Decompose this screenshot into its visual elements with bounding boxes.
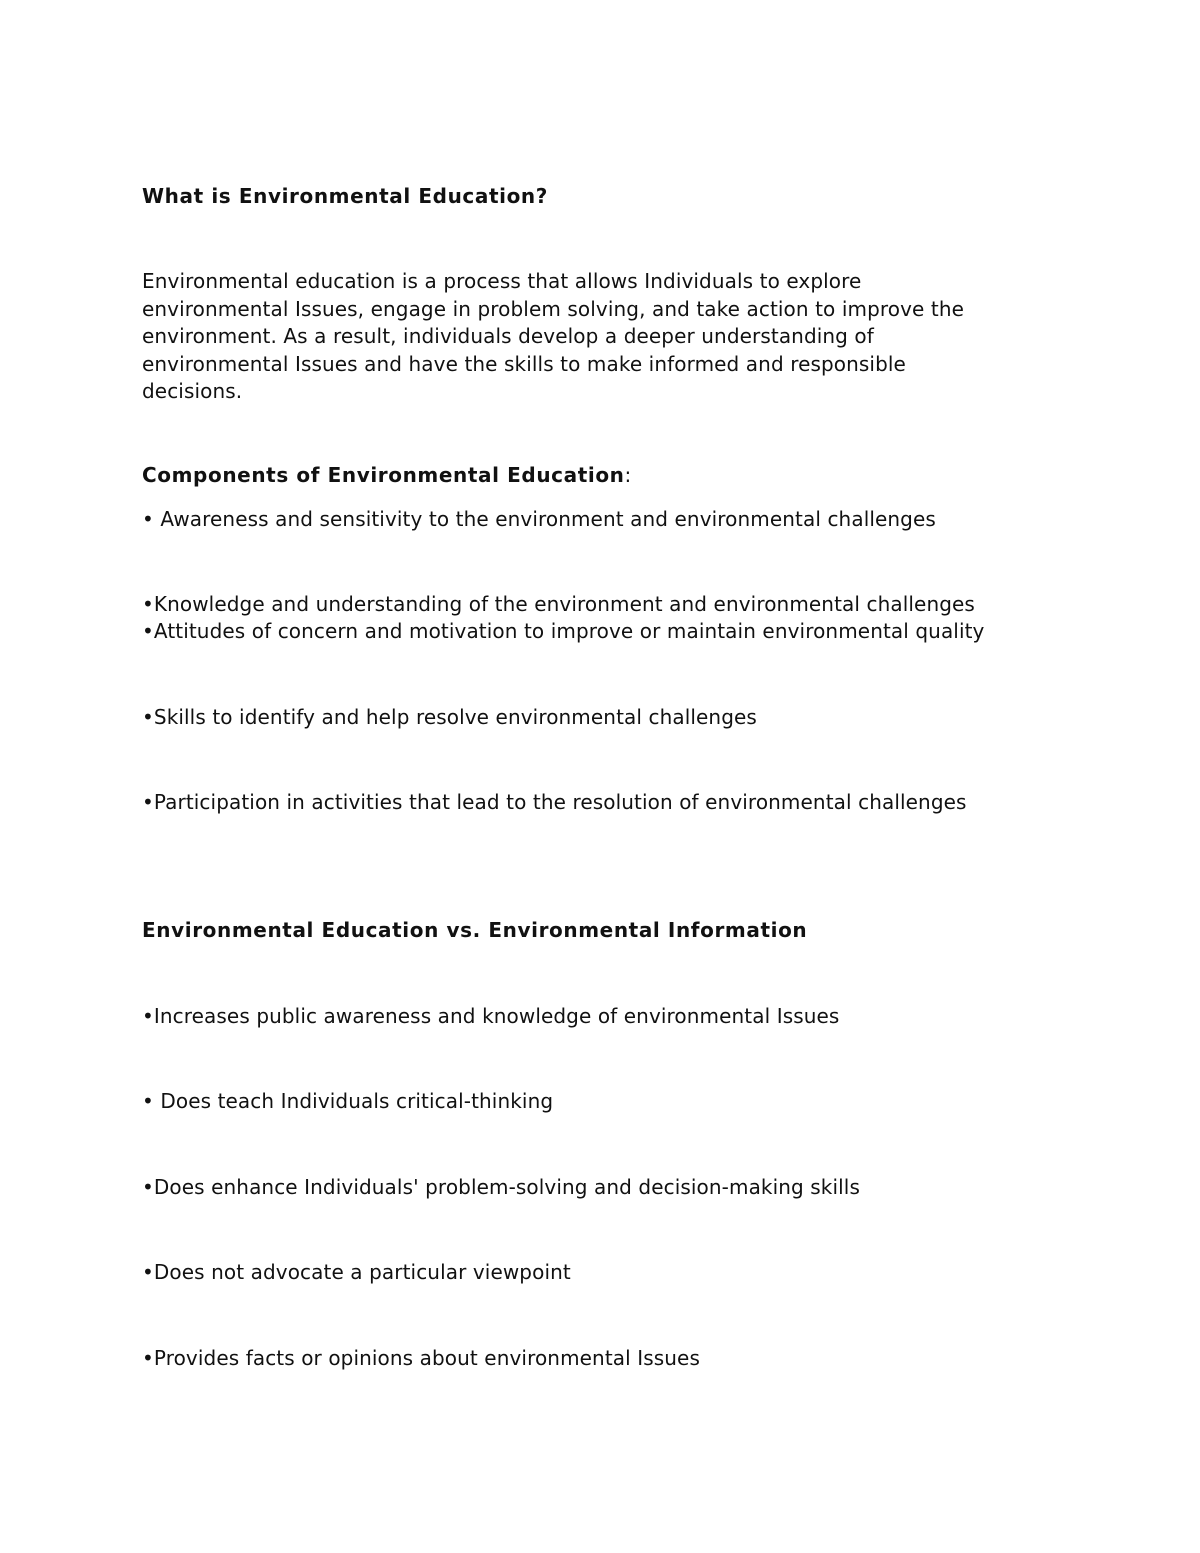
- comparison-item: •Does enhance Individuals' problem-solving and decision-making skills: [142, 1175, 860, 1199]
- component-item: •Knowledge and understanding of the environment and environmental challenges: [142, 592, 975, 616]
- components-heading-text: Components of Environmental Education: [142, 463, 625, 487]
- component-item: •Participation in activities that lead to the resolution of environmental challenges: [142, 790, 967, 814]
- comparison-item: •Increases public awareness and knowledge of environmental Issues: [142, 1004, 840, 1028]
- paragraph-line: environmental Issues and have the skills to make informed and responsible: [142, 351, 906, 376]
- paragraph-line: decisions.: [142, 379, 243, 403]
- component-item: •Skills to identify and help resolve environmental challenges: [142, 705, 757, 729]
- components-heading-colon: :: [624, 463, 632, 487]
- intro-paragraph: [142, 268, 1072, 406]
- section-heading-what-is-ee: What is Environmental Education?: [142, 184, 548, 208]
- paragraph-line: environmental Issues, engage in problem solving, and take action to improve the: [142, 296, 965, 321]
- component-item: • Awareness and sensitivity to the environment and environmental challenges: [142, 507, 936, 531]
- section-heading-components: [142, 462, 631, 489]
- comparison-item: • Does teach Individuals critical-thinking: [142, 1089, 554, 1113]
- paragraph-line: environment. As a result, individuals develop a deeper understanding of: [142, 324, 874, 348]
- comparison-item: •Does not advocate a particular viewpoint: [142, 1260, 571, 1284]
- comparison-item: •Provides facts or opinions about environmental Issues: [142, 1346, 700, 1370]
- component-item: •Attitudes of concern and motivation to improve or maintain environmental quality: [142, 619, 985, 643]
- section-heading-ee-vs-ei: Environmental Education vs. Environmental Information: [142, 918, 808, 942]
- paragraph-line: Environmental education is a process that allows Individuals to explore: [142, 269, 862, 293]
